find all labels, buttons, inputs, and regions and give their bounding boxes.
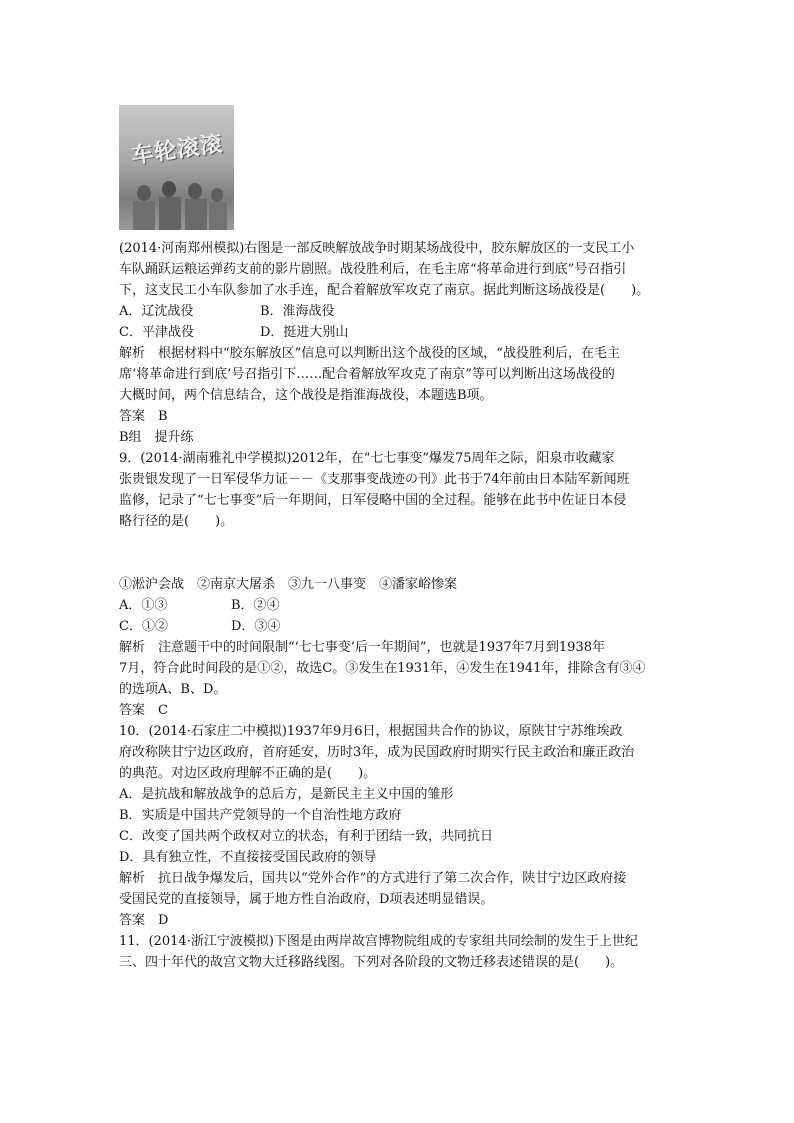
q9-analysis-line: 7月，符合此时间段的是①②，故选C。③发生在1931年，④发生在1941年，排除含有③④ [119, 661, 646, 676]
film-title-text: 车轮滚滚 [129, 131, 225, 170]
q10-option-b: B．实质是中国共产党领导的一个自治性地方政府 [119, 808, 402, 823]
q9-stem-line: 监修，记录了“七七事变”后一年期间，日军侵略中国的全过程。能够在此书中佐证日本侵 [119, 493, 627, 508]
question-content [119, 238, 679, 973]
q10-option-c: C．改变了国共两个政权对立的状态，有利于团结一致，共同抗日 [119, 829, 493, 844]
q10-analysis-line: 解析 抗日战争爆发后，国共以“党外合作”的方式进行了第二次合作，陕甘宁边区政府接 [119, 871, 627, 886]
q9-option-c: C．①② [119, 619, 168, 634]
q9-stem-line: 略行径的是( )。 [119, 514, 234, 529]
q9-items: ①淞沪会战 ②南京大屠杀 ③九一八事变 ④潘家峪惨案 [119, 577, 458, 592]
q9-options-row [119, 616, 679, 637]
q8-analysis-line: 解析 根据材料中“胶东解放区”信息可以判断出这个战役的区域，“战役胜利后，在毛主 [119, 346, 620, 361]
q8-option-d: D．挺进大别山 [260, 325, 349, 340]
q10-answer: 答案 D [119, 913, 169, 928]
q8-answer: 答案 B [119, 409, 168, 424]
q11-stem-line: 11．(2014·浙江宁波模拟)下图是由两岸故宫博物院组成的专家组共同绘制的发生于上世纪 [119, 934, 638, 949]
q8-analysis-line: 席‘将革命进行到底’号召指引下……配合着解放军攻克了南京”等可以判断出这场战役的 [119, 367, 615, 382]
q9-analysis-line: 解析 注意题干中的时间限制“‘七七事变’后一年期间”，也就是1937年7月到1938年 [119, 640, 605, 655]
q10-analysis-line: 受国民党的直接领导，属于地方性自治政府，D项表述明显错误。 [119, 892, 494, 907]
q9-stem-line: 9．(2014·湖南雅礼中学模拟)2012年，在“七七事变”爆发75周年之际，阳泉市收藏家 [119, 451, 615, 466]
q8-option-a: A．辽沈战役 [119, 304, 194, 319]
q8-stem-line: 下，这支民工小车队参加了水手连，配合着解放军攻克了南京。据此判断这场战役是( )。 [119, 283, 650, 298]
q9-option-d: D．③④ [231, 619, 281, 634]
q9-option-b: B．②④ [231, 598, 280, 613]
q9-option-a: A．①③ [119, 598, 168, 613]
figures-illustration [119, 175, 234, 230]
q8-option-b: B．淮海战役 [260, 304, 335, 319]
q10-stem-line: 的典范。对边区政府理解不正确的是( )。 [119, 766, 377, 781]
q10-stem-line: 10．(2014·石家庄二中模拟)1937年9月6日，根据国共合作的协议，原陕甘宁苏维埃政 [119, 724, 623, 739]
q8-analysis-line: 大概时间，两个信息结合，这个战役是指淮海战役，本题选B项。 [119, 388, 493, 403]
section-heading: B组 提升练 [119, 430, 194, 445]
q9-answer: 答案 C [119, 703, 168, 718]
q8-option-c: C．平津战役 [119, 325, 194, 340]
q8-stem-line: (2014·河南郑州模拟)右图是一部反映解放战争时期某场战役中，胶东解放区的一支民工小 [119, 241, 635, 256]
q10-option-d: D．具有独立性，不直接接受国民政府的领导 [119, 850, 377, 865]
film-still-image [119, 105, 234, 230]
q8-stem-line: 车队踊跃运粮运弹药支前的影片剧照。战役胜利后，在毛主席“将革命进行到底”号召指引 [119, 262, 627, 277]
q10-stem-line: 府改称陕甘宁边区政府，首府延安，历时3年，成为民国政府时期实行民主政治和廉正政治 [119, 745, 635, 760]
q8-options-row [119, 301, 679, 322]
q10-option-a: A．是抗战和解放战争的总后方，是新民主主义中国的雏形 [119, 787, 454, 802]
q9-options-row [119, 595, 679, 616]
q9-analysis-line: 的选项A、B、D。 [119, 682, 227, 697]
q9-stem-line: 张贵银发现了一日军侵华力证－－《支那事变战迹の刊》此书于74年前由日本陆军新闻班 [119, 472, 630, 487]
q11-stem-line: 三、四十年代的故宫文物大迁移路线图。下列对各阶段的文物迁移表述错误的是( )。 [119, 955, 624, 970]
blank-space [119, 532, 679, 574]
q8-options-row [119, 322, 679, 343]
